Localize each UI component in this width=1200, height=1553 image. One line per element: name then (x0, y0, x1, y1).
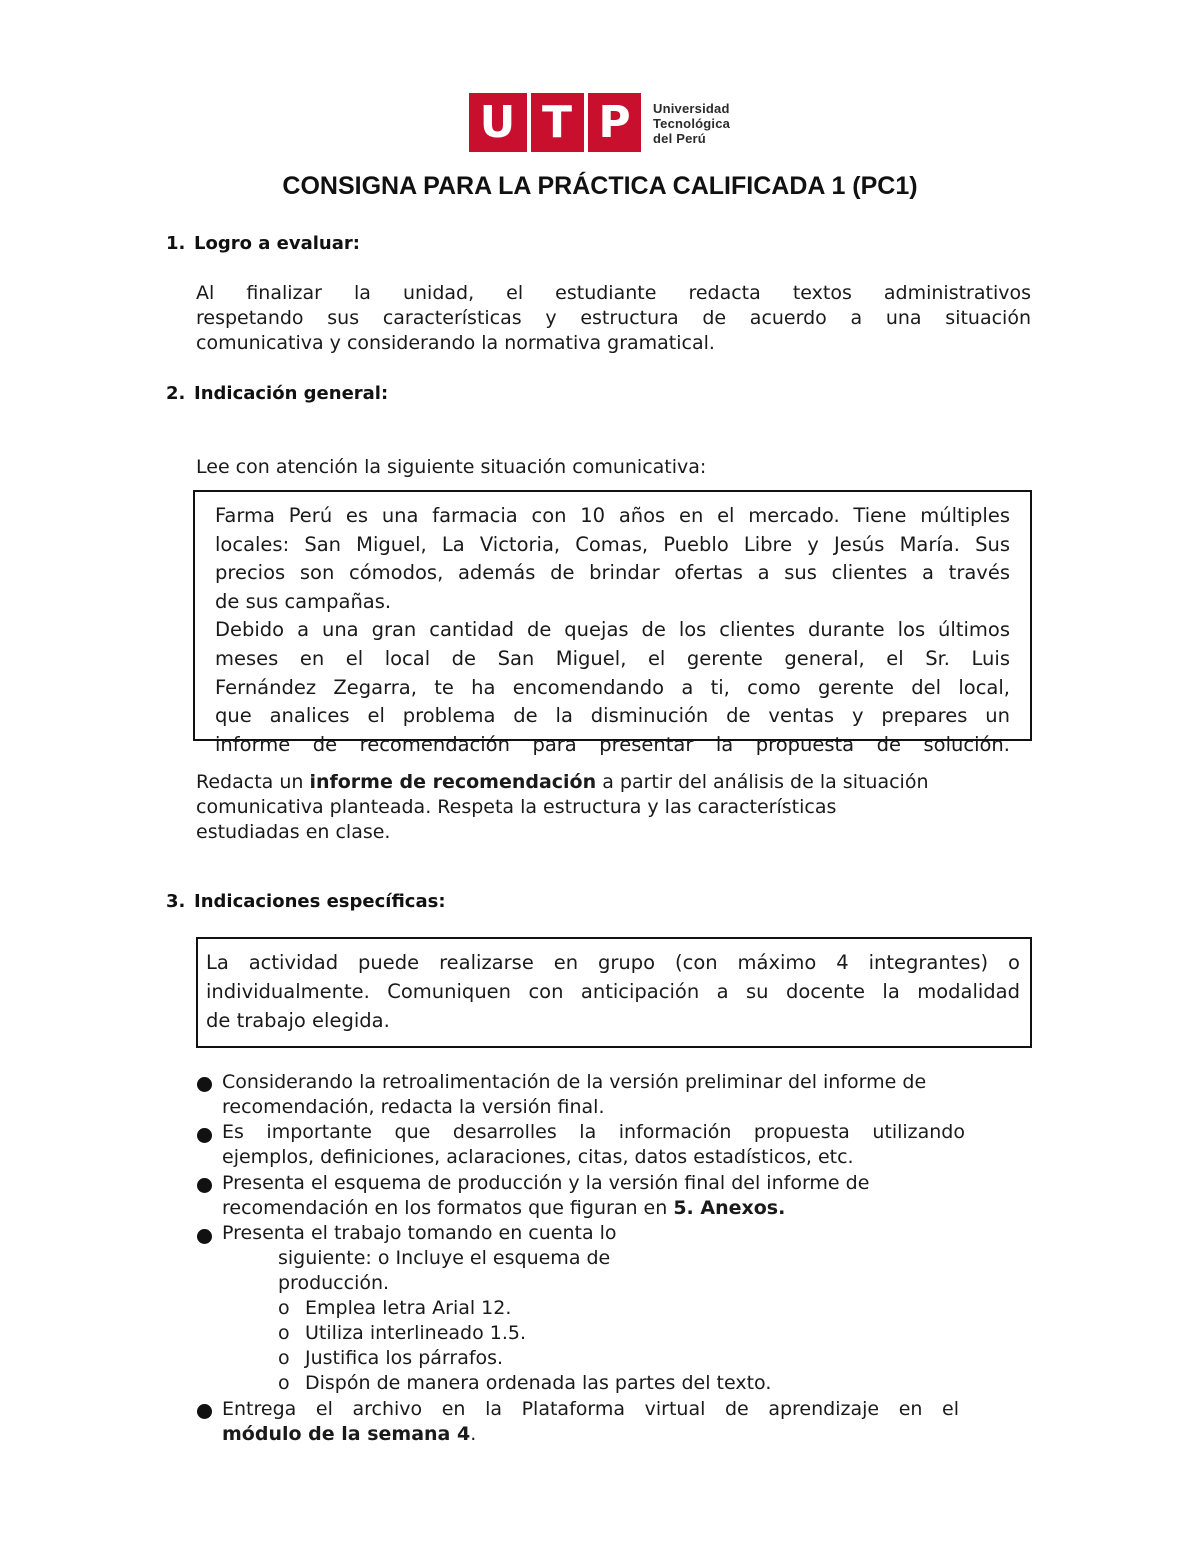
logo-brand-text: Universidad Tecnológica del Perú (653, 101, 731, 146)
bullet-continuation: producción. (278, 1272, 390, 1294)
section-1-heading: 1. Logro a evaluar: (166, 233, 360, 254)
sub-list-item: o Utiliza interlineado 1.5. (278, 1322, 527, 1344)
situation-box (193, 490, 1032, 756)
sub-list-item: o Justifica los párrafos. (278, 1347, 504, 1369)
bullet-item: Considerando la retroalimentación de la versión preliminar del informe de recomendación, redacta la versión final. (222, 1071, 927, 1119)
bullet-dot-icon (197, 1077, 212, 1092)
situation-intro: Lee con atención la siguiente situación comunicativa: (196, 456, 707, 478)
logo-letter-u: U (479, 97, 516, 148)
bullet-dot-icon (197, 1229, 212, 1244)
bullet-item: Presenta el trabajo tomando en cuenta lo (222, 1222, 617, 1244)
bullet-dot-icon (197, 1178, 212, 1193)
document-title: CONSIGNA PARA LA PRÁCTICA CALIFICADA 1 (PC1) (282, 172, 918, 200)
section-3-heading: 3. Indicaciones específicas: (166, 891, 446, 912)
bullet-dot-icon (197, 1404, 212, 1419)
bullet-continuation: siguiente: o Incluye el esquema de (278, 1247, 611, 1269)
modality-text: La actividad puede realizarse en grupo (con máximo 4 integrantes) o individualmente. Comuniquen con anticipación a su docente la modalidad de trabajo elegida. (206, 951, 1020, 1032)
situation-text: Farma Perú es una farmacia con 10 años en el mercado. Tiene múltiples locales: San Miguel, La Victoria, Comas, Pueblo Libre y Jesús María. Sus precios son cómodos, además de brindar ofertas a sus clientes a través de sus campañas. Debido a una gran cantidad de quejas de los clientes durante los últimos meses en el local de San Miguel, el gerente general, el Sr. Luis Fernández Zegarra, te ha encomendando a ti, como gerente del local, que analices el problema de la disminución de ventas y prepares un informe de recomendación para presentar la propuesta de solución. (215, 504, 1010, 756)
section-2-heading: 2. Indicación general: (166, 383, 389, 404)
logo-letter-p: P (598, 97, 631, 148)
sub-list-item: o Dispón de manera ordenada las partes del texto. (278, 1372, 772, 1394)
bullet-dot-icon (197, 1128, 212, 1143)
logo-letter-t: T (541, 97, 572, 148)
sub-list-item: o Emplea letra Arial 12. (278, 1297, 512, 1319)
section-1-paragraph: Al finalizar la unidad, el estudiante redacta textos administrativos respetando sus características y estructura de acuerdo a una situación comunicativa y considerando la normativa gramatical. (196, 282, 1031, 354)
bullet-item: Entrega el archivo en la Plataforma virtual de aprendizaje en el módulo de la semana 4. (222, 1398, 959, 1446)
bullet-item: Es importante que desarrolles la información propuesta utilizando ejemplos, definiciones, aclaraciones, citas, datos estadísticos, etc. (222, 1121, 965, 1169)
section-2-instruction: Redacta un informe de recomendación a partir del análisis de la situación comunicativa planteada. Respeta la estructura y las características estudiadas en clase. (196, 771, 929, 843)
modality-box (196, 937, 1032, 1048)
bullet-item: Presenta el esquema de producción y la versión final del informe de recomendación en los formatos que figuran en 5. Anexos. (222, 1172, 870, 1220)
